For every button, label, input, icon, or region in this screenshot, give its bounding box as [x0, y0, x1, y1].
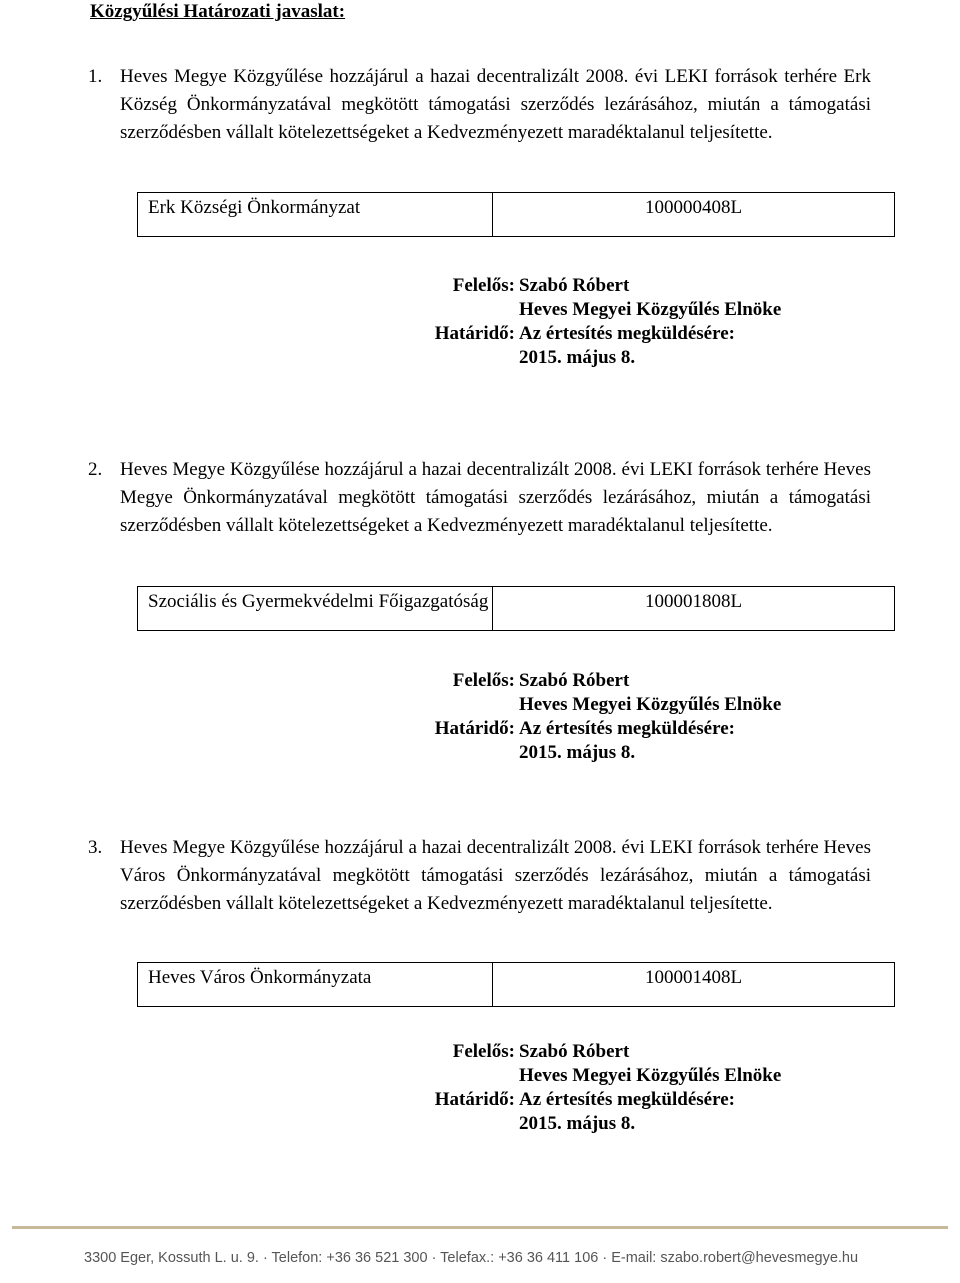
- felelos-title: Heves Megyei Közgyűlés Elnöke: [519, 1065, 782, 1086]
- felelos-title: Heves Megyei Közgyűlés Elnöke: [519, 299, 782, 320]
- item-number: 3.: [88, 837, 103, 858]
- item-paragraph: [88, 63, 871, 147]
- item-text: Heves Megye Közgyűlése hozzájárul a hazai decentralizált 2008. évi LEKI források terhére Erk Község Önkormányzatával megkötött támogatási szerződés lezárásához, miután a támogatási szerződésben vállalt kötelezettségeket a Kedvezményezett maradéktalanul teljesítette.: [120, 66, 871, 143]
- beneficiary-table-2: [137, 586, 895, 631]
- felelos-label: Felelős:: [452, 670, 515, 691]
- beneficiary-name: Heves Város Önkormányzata: [138, 963, 493, 1006]
- footer-divider: [12, 1226, 948, 1229]
- felelos-title: Heves Megyei Közgyűlés Elnöke: [519, 694, 782, 715]
- footer-contact: 3300 Eger, Kossuth L. u. 9. · Telefon: +36 36 521 300 · Telefax.: +36 36 411 106 · E-mail: szabo.robert@hevesmegye.hu: [84, 1250, 859, 1266]
- beneficiary-table-3: [137, 962, 895, 1007]
- felelos-name: Szabó Róbert: [519, 670, 630, 691]
- resolution-item-3: [88, 834, 871, 918]
- beneficiary-table-1: [137, 192, 895, 237]
- item-text: Heves Megye Közgyűlése hozzájárul a hazai decentralizált 2008. évi LEKI források terhére Heves Város Önkormányzatával megkötött támogatási szerződés lezárásához, miután a támogatási szerződésben vállalt kötelezettségeket a Kedvezményezett maradéktalanul teljesítette.: [120, 837, 871, 914]
- hatarido-label: Határidő:: [434, 1089, 515, 1110]
- page-heading: Közgyűlési Határozati javaslat:: [90, 1, 346, 22]
- hatarido-text: Az értesítés megküldésére:: [519, 718, 735, 739]
- hatarido-date: 2015. május 8.: [519, 1113, 636, 1134]
- item-paragraph: [88, 834, 871, 918]
- item-paragraph: [88, 456, 871, 540]
- felelos-label: Felelős:: [452, 1041, 515, 1062]
- item-number: 2.: [88, 459, 103, 480]
- hatarido-date: 2015. május 8.: [519, 347, 636, 368]
- hatarido-date: 2015. május 8.: [519, 742, 636, 763]
- beneficiary-name: Erk Községi Önkormányzat: [138, 193, 493, 236]
- responsibility-block-1: [380, 274, 840, 370]
- hatarido-label: Határidő:: [434, 718, 515, 739]
- felelos-name: Szabó Róbert: [519, 1041, 630, 1062]
- beneficiary-code: 100001808L: [644, 591, 743, 612]
- item-number: 1.: [88, 66, 103, 87]
- hatarido-text: Az értesítés megküldésére:: [519, 323, 735, 344]
- hatarido-label: Határidő:: [434, 323, 515, 344]
- felelos-name: Szabó Róbert: [519, 275, 630, 296]
- beneficiary-code: 100001408L: [644, 967, 743, 988]
- felelos-label: Felelős:: [452, 275, 515, 296]
- resolution-item-2: [88, 456, 871, 540]
- responsibility-block-3: [380, 1040, 840, 1136]
- hatarido-text: Az értesítés megküldésére:: [519, 1089, 735, 1110]
- item-text: Heves Megye Közgyűlése hozzájárul a hazai decentralizált 2008. évi LEKI források terhére Heves Megye Önkormányzatával megkötött támogatási szerződés lezárásához, miután a támogatási szerződésben vállalt kötelezettségeket a Kedvezményezett maradéktalanul teljesítette.: [120, 459, 871, 536]
- responsibility-block-2: [380, 669, 840, 765]
- beneficiary-code: 100000408L: [644, 197, 743, 218]
- beneficiary-name: Szociális és Gyermekvédelmi Főigazgatóság: [138, 587, 493, 630]
- resolution-item-1: [88, 63, 871, 147]
